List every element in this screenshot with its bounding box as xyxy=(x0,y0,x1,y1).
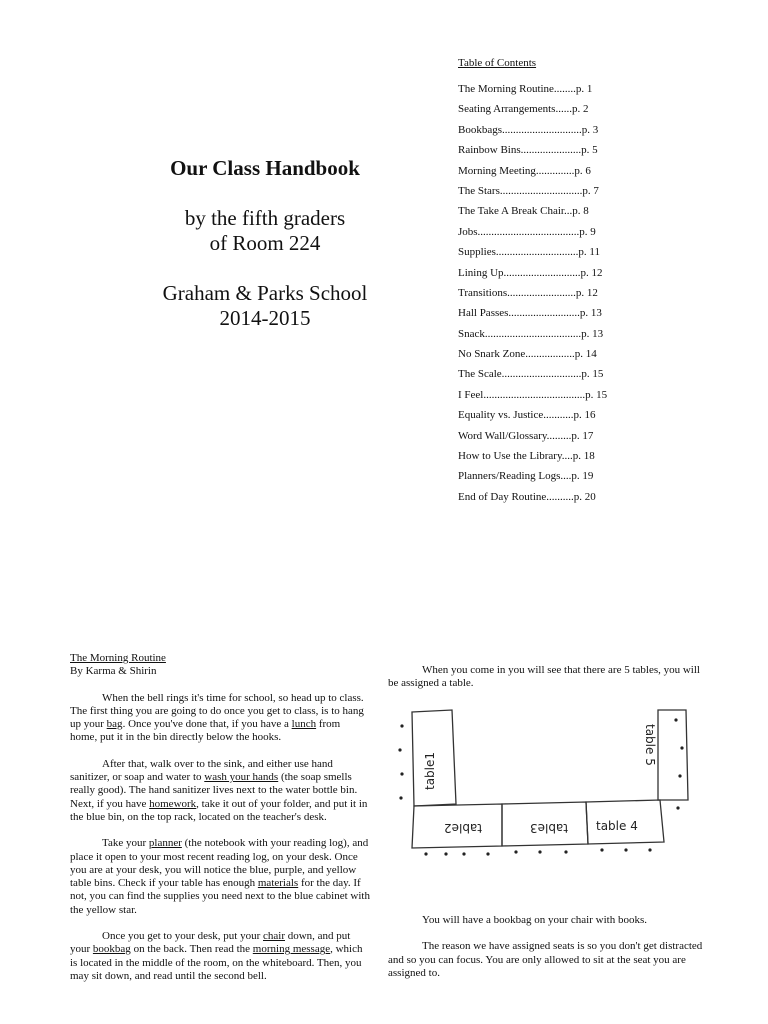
toc-entry: Planners/Reading Logs....p. 19 xyxy=(458,470,594,483)
seating-section xyxy=(388,664,708,691)
diagram-label: table 4 xyxy=(596,819,638,833)
term-chair: chair xyxy=(263,930,285,943)
toc-entry: The Stars..............................p. 7 xyxy=(458,184,599,197)
school-name: Graham & Parks School xyxy=(162,281,368,305)
diagram-label: table2 xyxy=(443,821,482,835)
table-outline xyxy=(658,710,688,800)
term-bookbag: bookbag xyxy=(92,943,131,956)
school-year: 2014-2015 xyxy=(219,306,311,330)
term-morning-message: morning message xyxy=(252,943,331,956)
morning-routine-heading: The Morning Routine xyxy=(70,652,166,664)
toc-entry: Jobs.....................................p. 9 xyxy=(458,225,596,238)
paragraph: Take your planner (the notebook with your reading log), and place it open to your most recent reading log, on your desk. Once you are at your desk, you will notice the blue, purple, and yellow table bins. Check if your table has enough materials for the day. If not, you can find the supplies you need next to the blue cabinet with the yellow star. xyxy=(70,837,370,916)
seating-intro: When you come in you will see that there are 5 tables, you will be assigned a table. xyxy=(388,664,700,690)
diagram-label: table3 xyxy=(529,821,568,835)
toc-entry: No Snark Zone..................p. 14 xyxy=(458,348,597,361)
toc-entry: The Take A Break Chair...p. 8 xyxy=(458,205,589,218)
toc-entry: Snack...................................p. 13 xyxy=(458,327,604,340)
toc-entry: Word Wall/Glossary.........p. 17 xyxy=(458,429,594,442)
by-line-2: of Room 224 xyxy=(209,231,321,255)
term-bag: bag xyxy=(106,718,123,731)
term-lunch: lunch xyxy=(291,718,317,731)
morning-routine-byline: By Karma & Shirin xyxy=(70,665,157,678)
toc-entry: How to Use the Library....p. 18 xyxy=(458,450,595,463)
toc-entry: Morning Meeting..............p. 6 xyxy=(458,164,591,177)
handbook-title: Our Class Handbook xyxy=(170,156,360,180)
by-line-1: by the fifth graders xyxy=(184,206,346,230)
seating-reason: The reason we have assigned seats is so you don't get distracted and so you can focus. You are only allowed to sit at the seat you are assigned to. xyxy=(388,940,703,979)
toc-entry: The Morning Routine........p. 1 xyxy=(458,83,593,95)
term-homework: homework xyxy=(149,797,197,810)
paragraph: When the bell rings it's time for school, so head up to class. The first thing you are going to do once you get to class, is to hang up your bag. Once you've done that, if you have a lunch from home, put it in the bin directly below the hooks. xyxy=(70,691,364,744)
toc-entry: Supplies..............................p. 11 xyxy=(458,246,600,259)
toc-entry: End of Day Routine..........p. 20 xyxy=(458,490,596,503)
diagram-label: table 5 xyxy=(643,724,657,766)
bookbag-note: You will have a bookbag on your chair with books. xyxy=(422,914,647,926)
term-wash-hands: wash your hands xyxy=(204,771,279,784)
toc-entry: I Feel.....................................p. 15 xyxy=(458,388,608,401)
toc-entry: Hall Passes..........................p. 13 xyxy=(458,307,602,320)
toc-entry: Rainbow Bins......................p. 5 xyxy=(458,144,598,157)
term-planner: planner xyxy=(148,837,182,850)
paragraph: After that, walk over to the sink, and either use hand sanitizer, or soap and water to wash your hands (the soap smells really good). The hand sanitizer lives next to the water bottle bin. Next, if you have homework, take it out of your folder, and put it in the blue bin, on the top rack, located on the teacher's desk. xyxy=(70,757,368,823)
diagram-label: table1 xyxy=(423,751,437,790)
toc-entry: Lining Up............................p. 12 xyxy=(458,266,603,279)
morning-routine-section xyxy=(70,652,370,996)
term-materials: materials xyxy=(257,877,299,890)
toc-entry: Seating Arrangements......p. 2 xyxy=(458,103,589,116)
paragraph: Once you get to your desk, put your chair down, and put your bookbag on the back. Then read the morning message, which is located in the middle of the room, on the whiteboard. Then, you may sit down, and read until the second bell. xyxy=(70,930,363,982)
toc-heading: Table of Contents xyxy=(458,57,537,69)
toc-entry: The Scale.............................p. 15 xyxy=(458,368,604,381)
seating-notes xyxy=(388,914,708,980)
classroom-table-diagram xyxy=(390,700,710,860)
table-of-contents xyxy=(458,56,658,510)
toc-entry: Transitions.........................p. 12 xyxy=(458,286,598,299)
toc-entry: Equality vs. Justice...........p. 16 xyxy=(458,409,596,422)
toc-entry: Bookbags.............................p. 3 xyxy=(458,123,599,136)
cover-title-block xyxy=(120,156,410,331)
